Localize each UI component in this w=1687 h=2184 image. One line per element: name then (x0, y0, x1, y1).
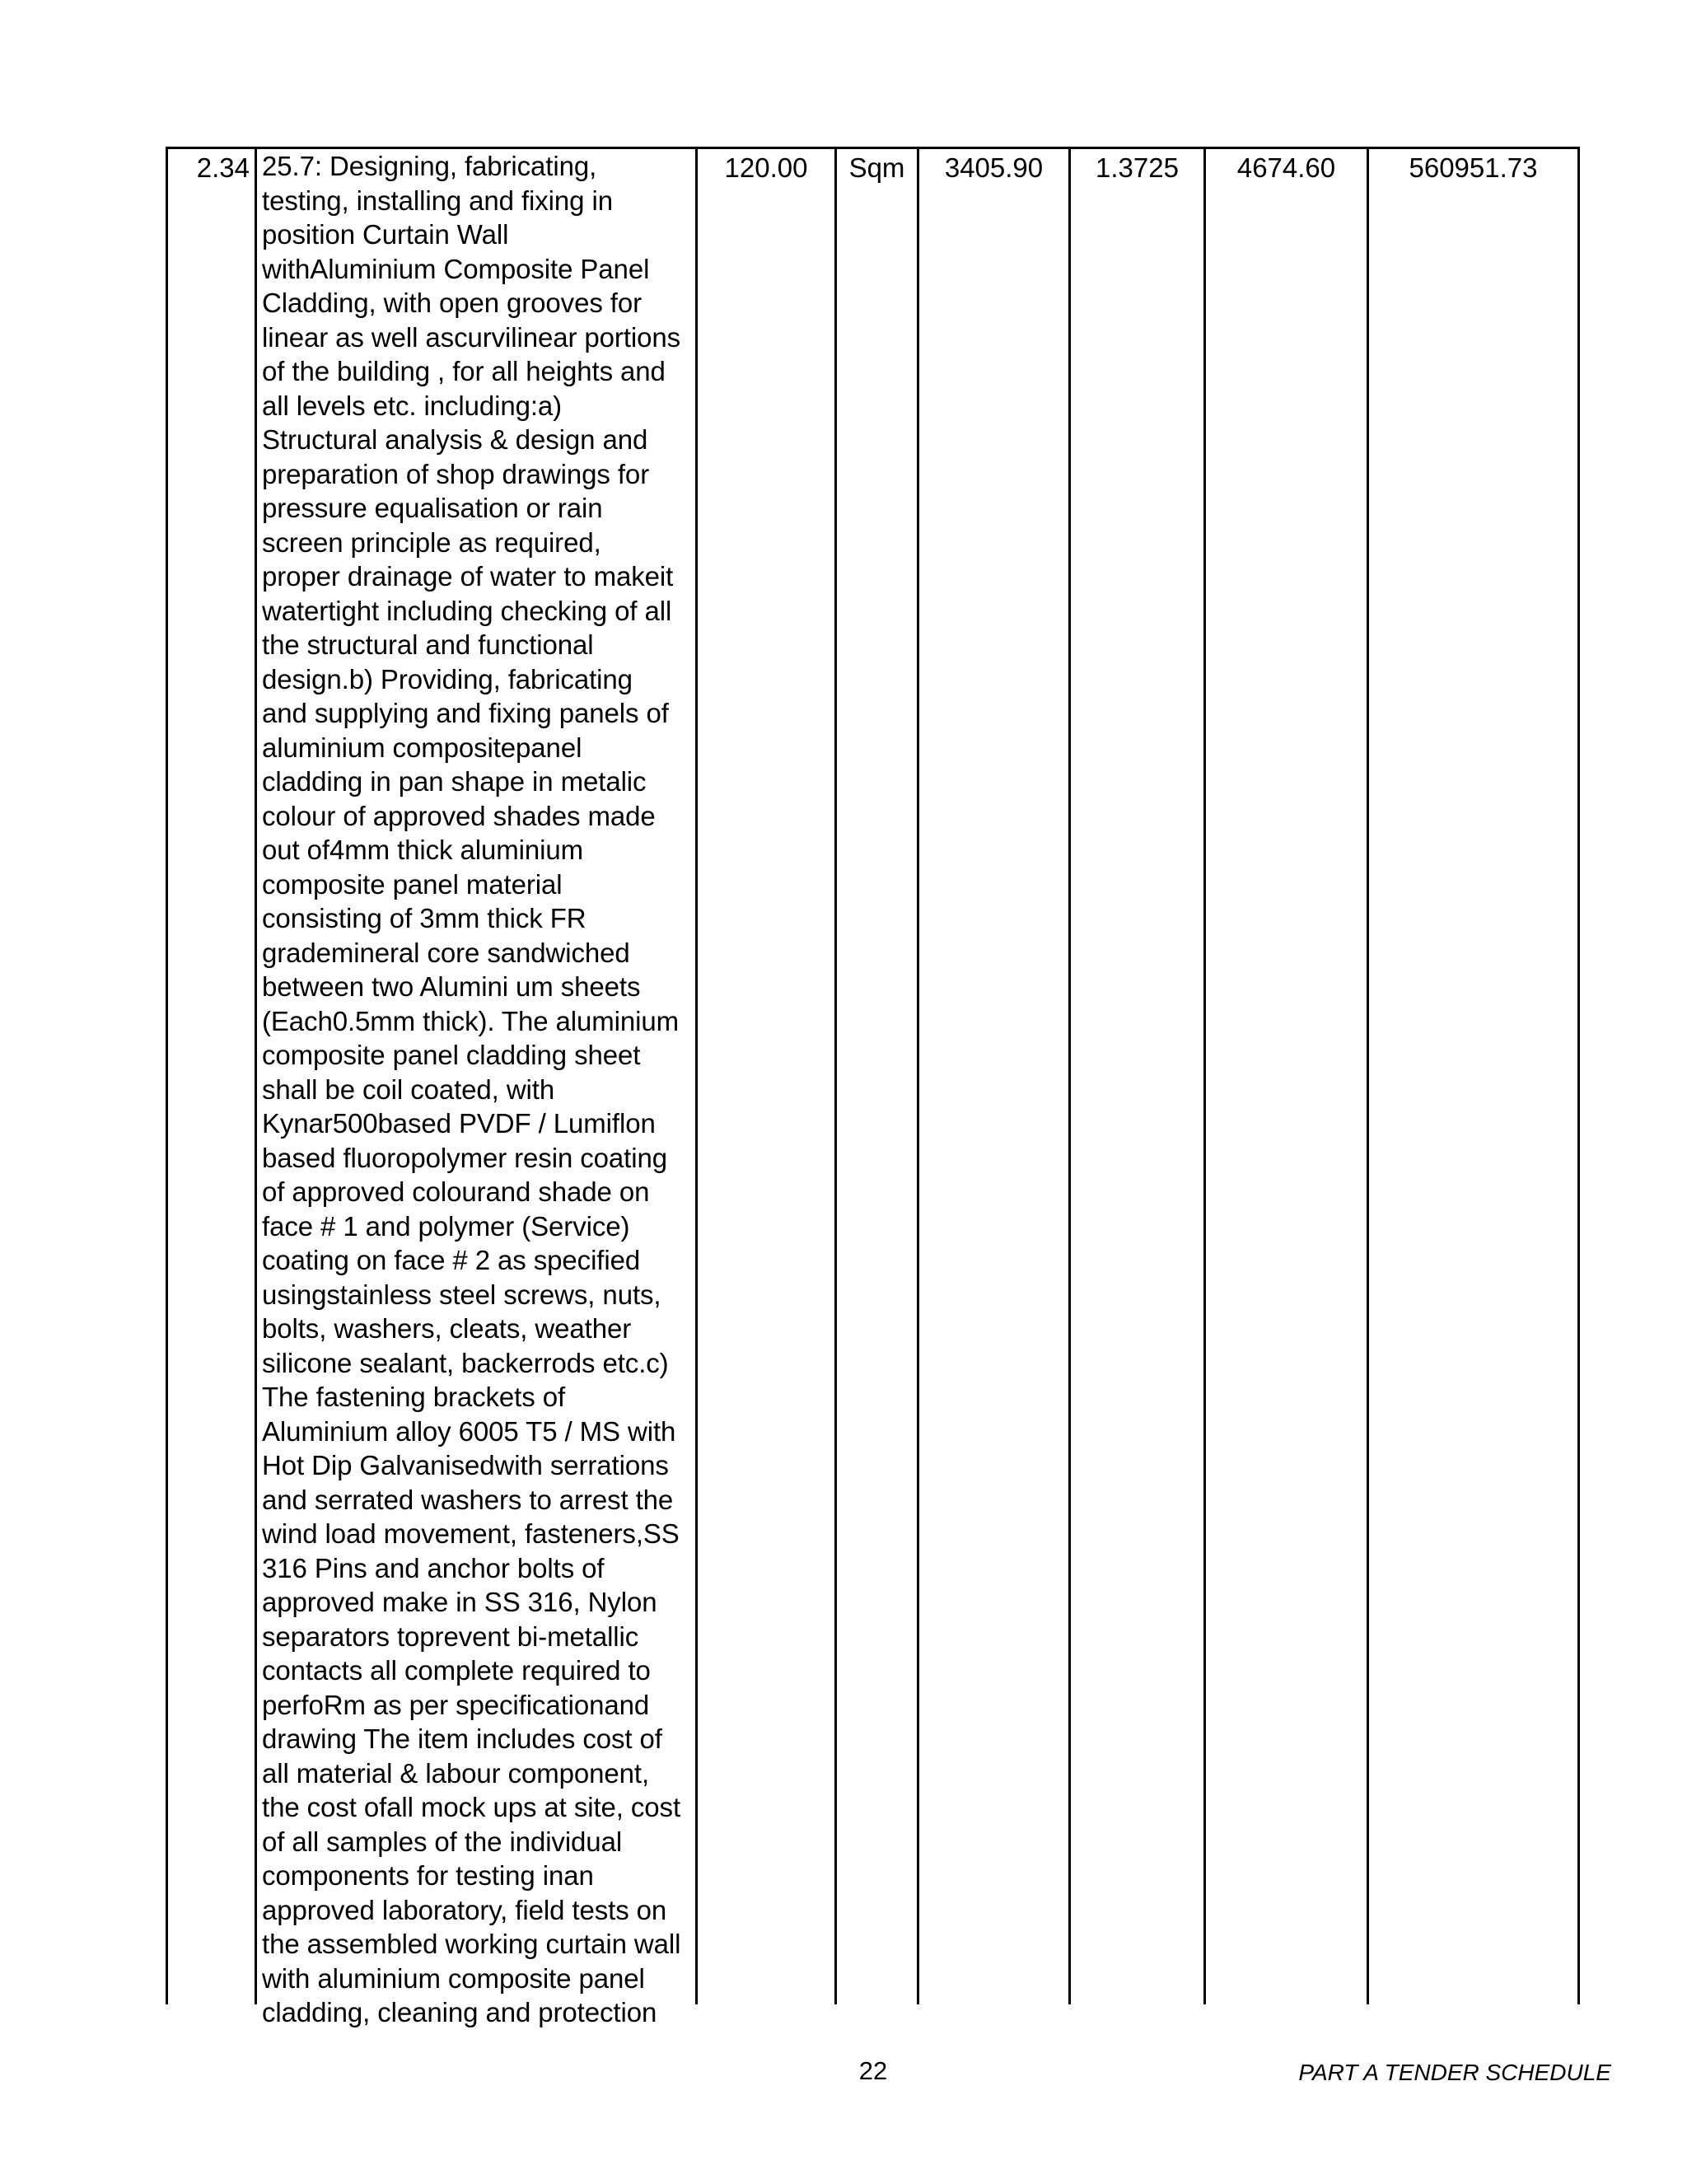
factor-column (1068, 149, 1203, 2004)
rate-with-factor-value: 4674.60 (1236, 152, 1336, 183)
rate-value: 3405.90 (944, 152, 1044, 183)
page-number: 22 (858, 2056, 888, 2085)
item-number: 2.34 (196, 152, 250, 183)
unit-value: Sqm (848, 152, 905, 183)
quantity-value: 120.00 (724, 152, 808, 183)
amount-value: 560951.73 (1409, 152, 1538, 183)
rate-column (917, 149, 1068, 2004)
unit-column (834, 149, 917, 2004)
rate-with-factor-column (1203, 149, 1367, 2004)
tender-schedule-table (166, 147, 1580, 2027)
item-number-column (166, 149, 255, 2004)
amount-column (1367, 149, 1580, 2004)
footer-title: PART A TENDER SCHEDULE (1298, 2060, 1611, 2085)
item-description: 25.7: Designing, fabricating, testing, installing and fixing in position Curtain Wall withAluminium Composite Panel Cladding, with open grooves for linear as well ascurvilinear portions of the building , for all heights and all levels etc. including:a) Structural analysis & design and preparation of shop drawings for pressure equalisation or rain screen principle as required, proper drainage of water to makeit watertight including checking of all the structural and functional design.b) Providing, fabricating and supplying and fixing panels of aluminium compositepanel cladding in pan shape in metalic colour of approved shades made out of4mm thick aluminium composite panel material consisting of 3mm thick FR grademineral core sandwiched between two Alumini um sheets (Each0.5mm thick). The aluminium composite panel cladding sheet shall be coil coated, with Kynar500based PVDF / Lumiflon based fluoropolymer resin coating of approved colourand shade on face # 1 and polymer (Service) coating on face # 2 as specified usingstainless steel screws, nuts, bolts, washers, cleats, weather silicone sealant, backerrods etc.c) The fastening brackets of Aluminium alloy 6005 T5 / MS with Hot Dip Galvanisedwith serrations and serrated washers to arrest the wind load movement, fasteners,SS 316 Pins and anchor bolts of approved make in SS 316, Nylon separators toprevent bi-metallic contacts all complete required to perfoRm as per specificationand drawing The item includes cost of all material & labour component, the cost ofall mock ups at site, cost of all samples of the individual components for testing inan approved laboratory, field tests on the assembled working curtain wall with aluminium composite panel cladding, cleaning and protection (262, 151, 681, 2027)
quantity-column (695, 149, 834, 2004)
description-column (255, 149, 695, 2027)
factor-value: 1.3725 (1096, 152, 1179, 183)
